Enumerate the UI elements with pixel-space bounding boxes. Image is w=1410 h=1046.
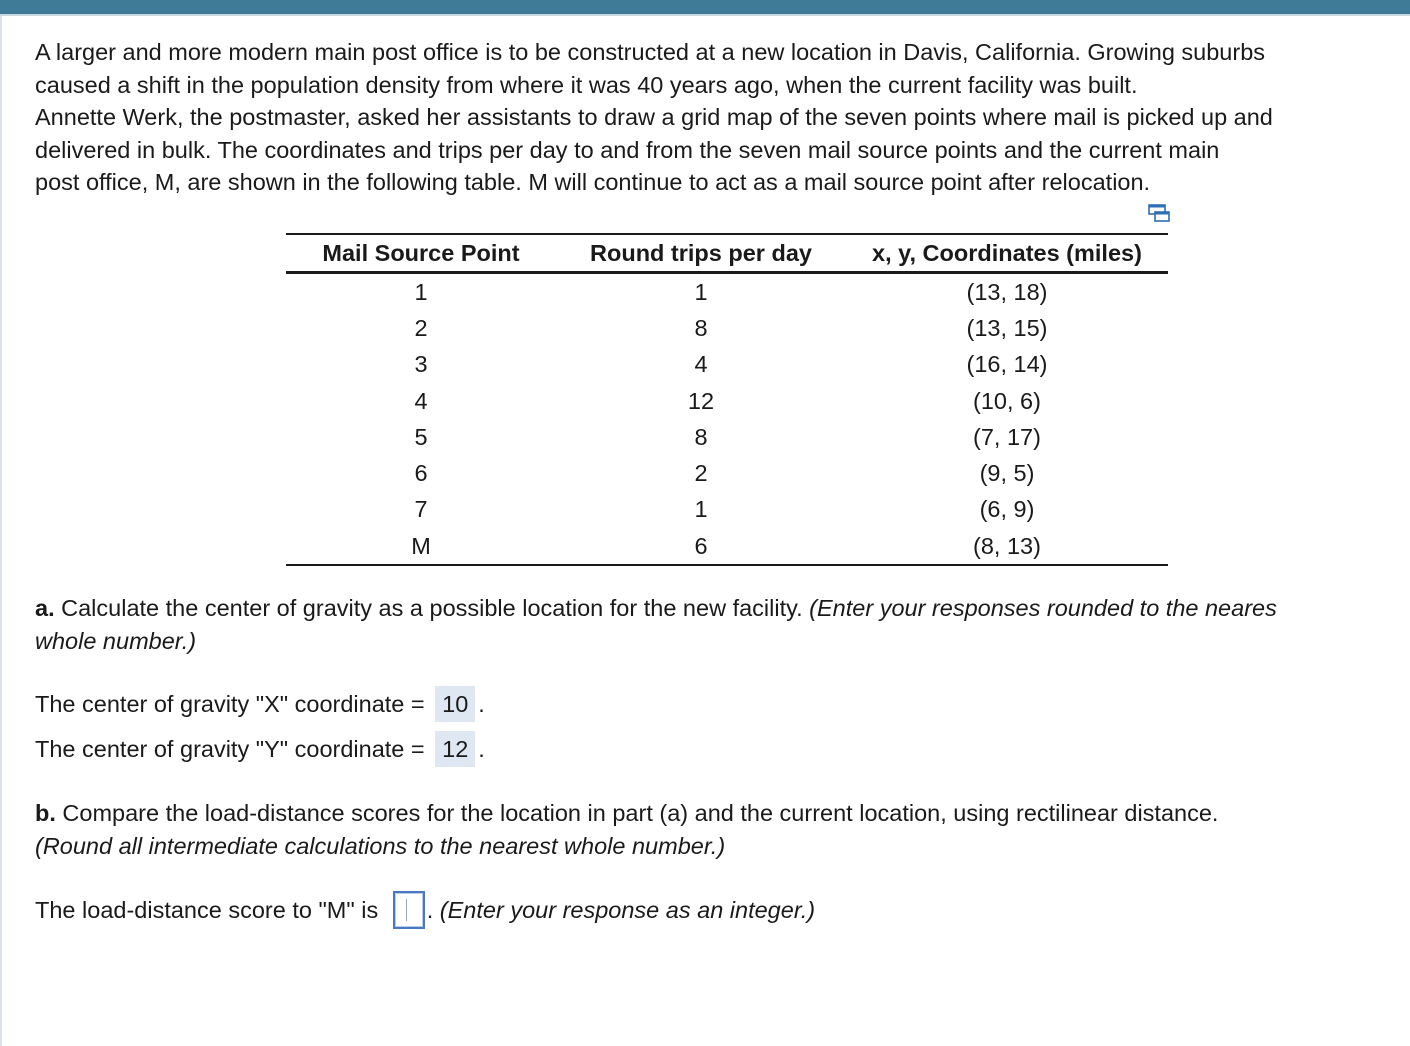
part-a-label: a. — [35, 595, 55, 621]
cog-y-label: The center of gravity "Y" coordinate = — [35, 736, 432, 762]
cog-x-answer[interactable]: 10 — [435, 686, 475, 722]
cell-coords: (8, 13) — [846, 528, 1168, 565]
header-coordinates: x, y, Coordinates (miles) — [846, 234, 1168, 273]
load-distance-label: The load-distance score to "M" is — [35, 897, 385, 923]
part-b-text: Compare the load-distance scores for the location in part (a) and the current location, using rectilinear distance. — [55, 800, 1219, 826]
cell-coords: (13, 15) — [966, 314, 1048, 341]
table-row — [286, 383, 1168, 419]
top-divider — [0, 14, 1410, 16]
part-b-hint: (Round all intermediate calculations to the nearest whole number.) — [35, 832, 726, 859]
period: . — [426, 897, 434, 923]
cell-point: 3 — [414, 351, 428, 378]
header-mail-source-point: Mail Source Point — [286, 234, 556, 273]
problem-line: post office, M, are shown in the following table. M will continue to act as a mail source point after relocation. — [35, 169, 1151, 195]
problem-line: delivered in bulk. The coordinates and trips per day to and from the seven mail source points and the current main — [35, 136, 1220, 163]
cell-point: 2 — [414, 314, 428, 341]
cell-trips: 8 — [694, 314, 708, 341]
problem-line: Annette Werk, the postmaster, asked her assistants to draw a grid map of the seven points where mail is picked up and — [35, 104, 1273, 130]
problem-line: caused a shift in the population density from where it was 40 years ago, when the current facility was built. — [35, 71, 1138, 98]
left-border — [0, 16, 2, 1046]
part-b-label: b. — [35, 800, 56, 826]
header-round-trips: Round trips per day — [556, 234, 846, 273]
table-row — [286, 310, 1168, 346]
table-row — [286, 347, 1168, 383]
cell-point: 5 — [414, 423, 428, 450]
cell-coords: (13, 18) — [966, 278, 1048, 305]
cell-coords: (7, 17) — [973, 423, 1041, 450]
part-b-question — [35, 797, 1218, 862]
cog-y-answer[interactable]: 12 — [435, 731, 475, 767]
cell-coords: (10, 6) — [973, 387, 1041, 414]
cell-coords: (9, 5) — [979, 460, 1035, 487]
part-a-question — [35, 592, 1277, 657]
mail-source-table — [286, 233, 1168, 566]
copy-table-icon[interactable] — [1148, 204, 1170, 222]
period: . — [478, 691, 485, 717]
cell-trips: 8 — [694, 423, 708, 450]
problem-line: A larger and more modern main post office is to be constructed at a new location in Davis, California. Growing suburbs — [35, 39, 1266, 65]
table-row — [286, 528, 1168, 565]
cell-trips: 1 — [694, 496, 708, 523]
load-distance-input[interactable] — [393, 891, 425, 929]
table-header-row — [286, 234, 1168, 273]
cell-trips: 4 — [694, 351, 708, 378]
cell-trips: 2 — [694, 460, 708, 487]
load-distance-hint: (Enter your response as an integer.) — [433, 897, 816, 923]
text-caret — [406, 899, 407, 921]
cell-coords: (6, 9) — [979, 496, 1035, 523]
table-row — [286, 455, 1168, 491]
cell-point: M — [286, 528, 556, 565]
part-a-hint-continued: whole number.) — [35, 627, 197, 654]
cell-point: 6 — [414, 460, 428, 487]
problem-statement — [35, 36, 1410, 199]
cell-point: 7 — [414, 496, 428, 523]
load-distance-line — [35, 890, 815, 930]
period: . — [478, 736, 485, 762]
cog-x-line — [35, 686, 485, 722]
cell-trips: 6 — [556, 528, 846, 565]
cell-trips: 1 — [694, 278, 708, 305]
table-row — [286, 492, 1168, 528]
top-banner — [0, 0, 1410, 14]
cell-coords: (16, 14) — [966, 351, 1048, 378]
cog-y-line — [35, 731, 485, 767]
part-a-text: Calculate the center of gravity as a possible location for the new facility. — [54, 595, 803, 621]
table-row — [286, 273, 1168, 311]
cell-trips: 12 — [687, 387, 715, 414]
cell-point: 1 — [414, 278, 428, 305]
cog-x-label: The center of gravity "X" coordinate = — [35, 691, 432, 717]
part-a-hint: (Enter your responses rounded to the neares — [802, 595, 1277, 621]
cell-point: 4 — [414, 387, 428, 414]
table-row — [286, 419, 1168, 455]
